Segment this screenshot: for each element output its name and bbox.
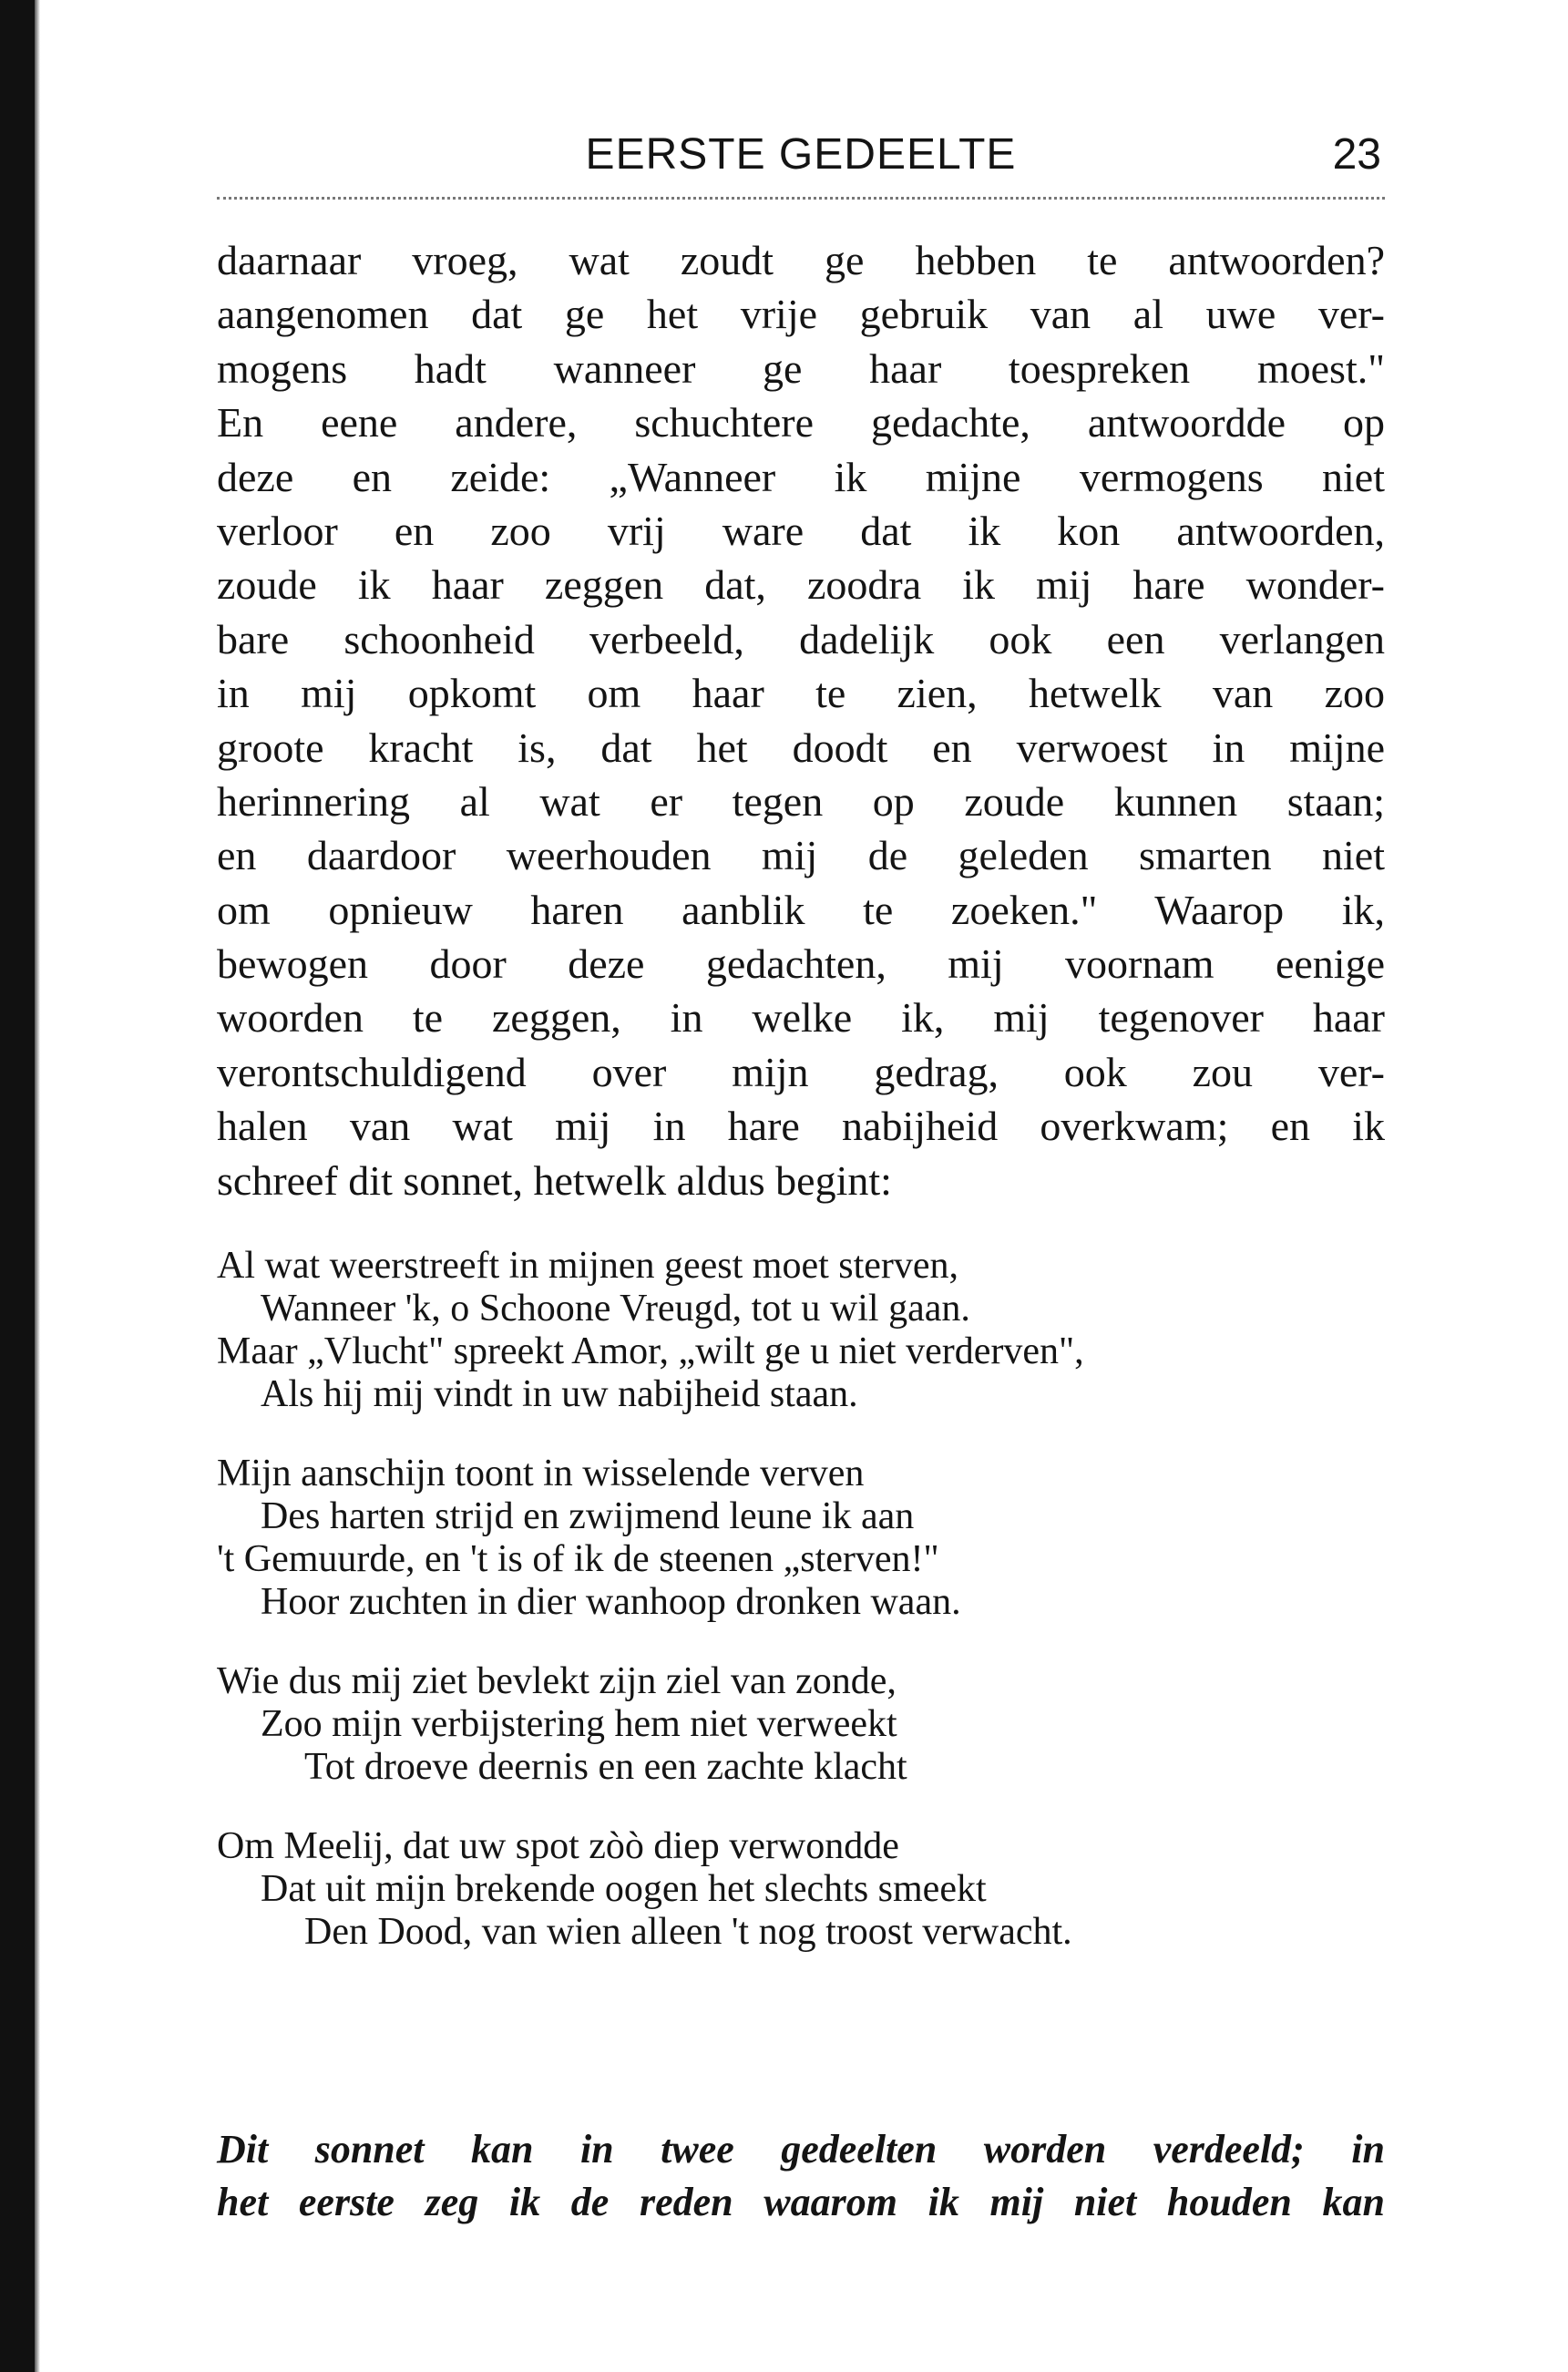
commentary-line: het eerste zeg ik de reden waarom ik mij niet houden kan [217,2180,1385,2224]
page-number: 23 [1332,130,1381,179]
prose-line: om opnieuw haren aanblik te zoeken." Waarop ik, [217,886,1385,933]
sonnet-tercet-1 [217,1660,1385,1789]
prose-line: En eene andere, schuchtere gedachte, antwoordde op [217,399,1385,447]
prose-line: in mij opkomt om haar te zien, hetwelk van zoo [217,670,1385,717]
prose-line: schreef dit sonnet, hetwelk aldus begint: [217,1156,892,1204]
prose-line: mogens hadt wanneer ge haar toespreken moest." [217,344,1385,392]
verse-line: Dat uit mijn brekende oogen het slechts smeekt [261,1868,987,1910]
verse-line: Zoo mijn verbijstering hem niet verweekt [261,1703,897,1745]
prose-line: bare schoonheid verbeeld, dadelijk ook een verlangen [217,615,1385,662]
prose-line: verloor en zoo vrij ware dat ik kon antwoorden, [217,507,1385,554]
verse-line: Al wat weerstreeft in mijnen geest moet sterven, [217,1245,959,1287]
verse-line: 't Gemuurde, en 't is of ik de steenen „sterven!" [217,1538,939,1580]
prose-line: groote kracht is, dat het doodt en verwoest in mijne [217,724,1385,771]
prose-line: herinnering al wat er tegen op zoude kunnen staan; [217,777,1385,825]
sonnet-quatrain-1 [217,1245,1385,1416]
sonnet-tercet-2 [217,1825,1385,1954]
verse-line: Mijn aanschijn toont in wisselende verven [217,1453,865,1494]
prose-line: verontschuldigend over mijn gedrag, ook zou ver- [217,1048,1385,1095]
verse-line: Hoor zuchten in dier wanhoop dronken waan. [261,1581,961,1623]
prose-line: daarnaar vroeg, wat zoudt ge hebben te antwoorden? [217,237,1385,283]
verse-line: Tot droeve deernis en een zachte klacht [304,1746,907,1788]
sonnet [217,1245,1385,1990]
verse-line: Als hij mij vindt in uw nabijheid staan. [261,1373,858,1415]
verse-line: Maar „Vlucht" spreekt Amor, „wilt ge u niet verderven", [217,1330,1084,1372]
verse-line: Des harten strijd en zwijmend leune ik aan [261,1495,915,1537]
prose-line: halen van wat mij in hare nabijheid overkwam; en ik [217,1103,1385,1150]
sonnet-quatrain-2 [217,1453,1385,1624]
verse-line: Wie dus mij ziet bevlekt zijn ziel van zonde, [217,1660,897,1702]
prose-line: deze en zeide: „Wanneer ik mijne vermogens niet [217,453,1385,500]
prose-line: woorden te zeggen, in welke ik, mij tegenover haar [217,994,1385,1042]
book-spine-edge [35,0,40,2372]
verse-line: Om Meelij, dat uw spot zòò diep verwondde [217,1825,899,1867]
book-spine-shadow [0,0,35,2372]
prose-paragraph [217,233,1385,1207]
verse-line: Wanneer 'k, o Schoone Vreugd, tot u wil gaan. [261,1288,970,1330]
commentary [217,2123,1385,2229]
verse-line: Den Dood, van wien alleen 't nog troost verwacht. [304,1911,1072,1953]
running-head [217,118,1385,191]
prose-line: zoude ik haar zeggen dat, zoodra ik mij hare wonder- [217,561,1385,609]
commentary-line: Dit sonnet kan in twee gedeelten worden verdeeld; in [217,2127,1385,2172]
running-head-title: EERSTE GEDEELTE [585,130,1017,179]
prose-line: bewogen door deze gedachten, mij voornam eenige [217,940,1385,988]
header-dotted-rule [217,197,1385,200]
prose-line: aangenomen dat ge het vrije gebruik van al uwe ver- [217,291,1385,338]
prose-line: en daardoor weerhouden mij de geleden smarten niet [217,832,1385,879]
book-page [217,118,1385,2224]
